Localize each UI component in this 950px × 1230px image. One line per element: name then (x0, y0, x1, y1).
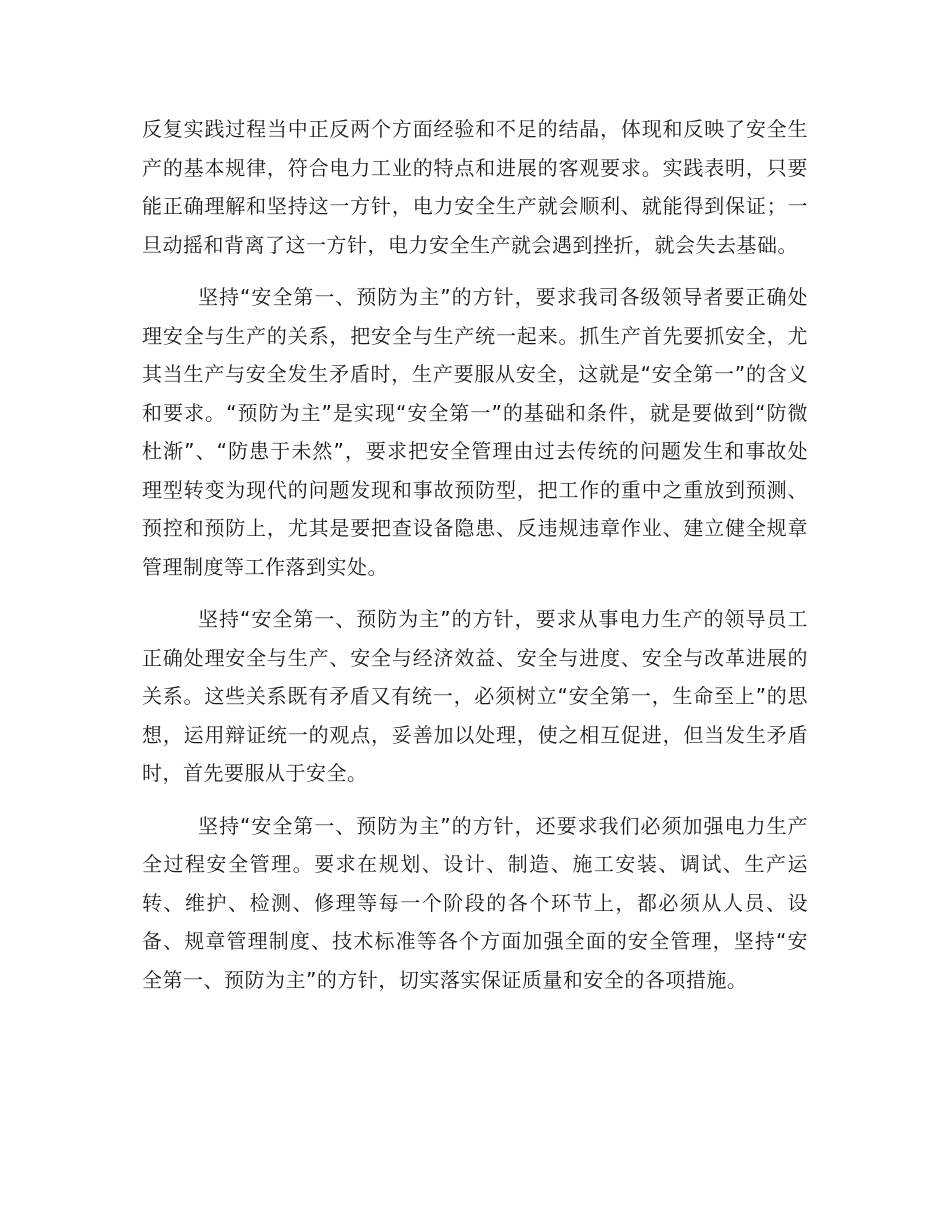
document-body (142, 110, 808, 1013)
paragraph-4: 坚持“安全第一、预防为主”的方针，还要求我们必须加强电力生产全过程安全管理。要求在规划、设计、制造、施工安装、调试、生产运转、维护、检测、修理等每一个阶段的各个环节上，都必须从人员、设备、规章管理制度、技术标准等各个方面加强全面的安全管理，坚持“安全第一、预防为主”的方针，切实落实保证质量和安全的各项措施。 (142, 813, 808, 992)
paragraph-1: 反复实践过程当中正反两个方面经验和不足的结晶，体现和反映了安全生产的基本规律，符合电力工业的特点和进展的客观要求。实践表明，只要能正确理解和坚持这一方针，电力安全生产就会顺利、就能得到保证；一旦动摇和背离了这一方针，电力安全生产就会遇到挫折，就会失去基础。 (142, 117, 808, 257)
paragraph-2: 坚持“安全第一、预防为主”的方针，要求我司各级领导者要正确处理安全与生产的关系，把安全与生产统一起来。抓生产首先要抓安全，尤其当生产与安全发生矛盾时，生产要服从安全，这就是“安全第一”的含义和要求。“预防为主”是实现“安全第一”的基础和条件，就是要做到“防微杜渐”、“防患于未然”，要求把安全管理由过去传统的问题发生和事故处理型转变为现代的问题发现和事故预防型，把工作的重中之重放到预测、预控和预防上，尤其是要把查设备隐患、反违规违章作业、建立健全规章管理制度等工作落到实处。 (142, 285, 808, 579)
paragraph-3: 坚持“安全第一、预防为主”的方针，要求从事电力生产的领导员工正确处理安全与生产、安全与经济效益、安全与进度、安全与改革进展的关系。这些关系既有矛盾又有统一，必须树立“安全第一，生命至上”的思想，运用辩证统一的观点，妥善加以处理，使之相互促进，但当发生矛盾时，首先要服从于安全。 (142, 607, 808, 785)
